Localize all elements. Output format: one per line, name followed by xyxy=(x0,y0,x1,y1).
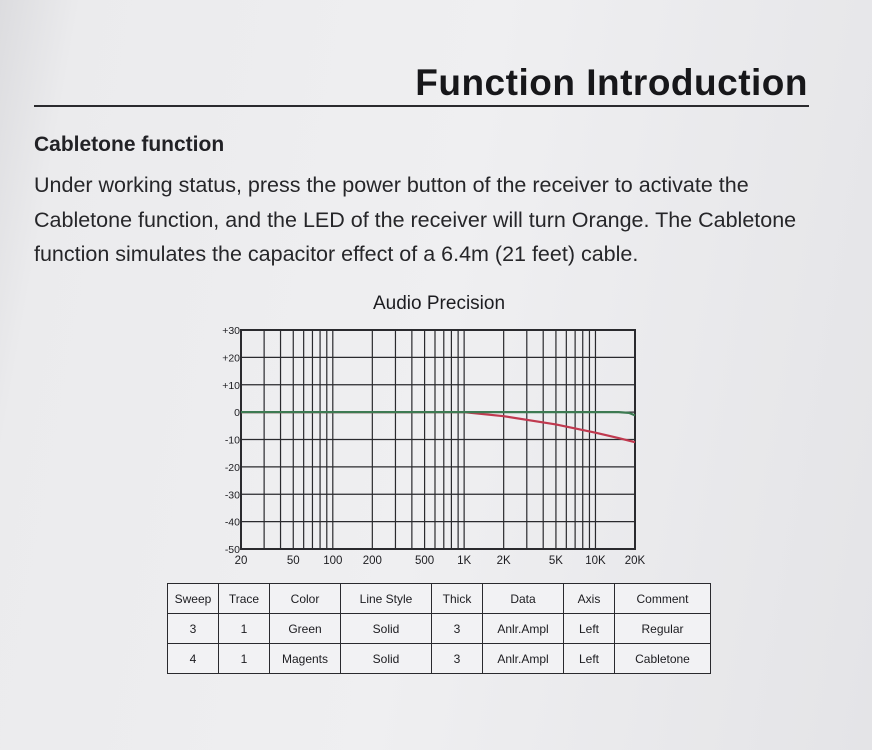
legend-header-cell: Sweep xyxy=(168,584,219,614)
legend-cell: Cabletone xyxy=(615,644,711,674)
section-heading: Cabletone function xyxy=(34,133,225,156)
x-tick-label: 50 xyxy=(286,555,300,567)
legend-cell: 3 xyxy=(168,614,219,644)
legend-cell: 4 xyxy=(168,644,219,674)
legend-header-cell: Axis xyxy=(564,584,615,614)
legend-table xyxy=(167,583,711,674)
x-tick-label: 5K xyxy=(548,555,563,567)
title-rule xyxy=(34,105,809,107)
legend-row-sweep-3 xyxy=(168,614,711,644)
legend-cell: Solid xyxy=(341,644,432,674)
x-tick-label: 1K xyxy=(457,555,472,567)
legend-cell: 1 xyxy=(219,644,270,674)
legend-header-cell: Color xyxy=(270,584,341,614)
y-tick-label: +30 xyxy=(222,325,240,337)
body-paragraph: Under working status, press the power button of the receiver to activate the Cabletone function, and the LED of the receiver will turn Orange. The Cabletone function simulates the capacitor effect of a 6.4m (21 feet) cable. xyxy=(34,173,797,266)
y-tick-label: -20 xyxy=(224,461,240,474)
x-tick-label: 100 xyxy=(323,555,343,567)
legend-header-cell: Data xyxy=(483,584,564,614)
x-tick-label: 500 xyxy=(415,555,435,567)
legend-cell: Anlr.Ampl xyxy=(483,644,564,674)
legend-cell: 1 xyxy=(219,614,270,644)
legend-cell: 3 xyxy=(432,614,483,644)
legend-header-cell: Line Style xyxy=(341,584,432,614)
x-tick-label: 20K xyxy=(624,555,646,567)
legend-cell: Magents xyxy=(270,644,341,674)
chart-title: Audio Precision xyxy=(373,293,506,314)
x-tick-label: 200 xyxy=(362,555,382,567)
page-title: Function Introduction xyxy=(415,62,808,103)
y-tick-label: -30 xyxy=(224,489,240,502)
x-tick-label: 2K xyxy=(496,555,511,567)
x-tick-label: 10K xyxy=(585,555,606,567)
legend-cell: Left xyxy=(564,614,615,644)
legend-header-cell: Comment xyxy=(615,584,711,614)
legend-header-cell: Trace xyxy=(219,584,270,614)
legend-cell: Green xyxy=(270,614,341,644)
y-tick-label: -40 xyxy=(224,516,240,529)
y-tick-label: -50 xyxy=(224,544,240,556)
legend-cell: Anlr.Ampl xyxy=(483,614,564,644)
series-line-green-regular xyxy=(241,412,635,415)
legend-header-cell: Thick xyxy=(432,584,483,614)
legend-cell: Left xyxy=(564,644,615,674)
legend-cell: 3 xyxy=(432,644,483,674)
frequency-response-chart xyxy=(200,320,650,570)
y-tick-label: 0 xyxy=(234,407,240,420)
y-tick-label: +20 xyxy=(222,352,240,365)
y-tick-label: -10 xyxy=(224,434,240,447)
legend-row-sweep-4 xyxy=(168,644,711,674)
legend-cell: Solid xyxy=(341,614,432,644)
y-tick-label: +10 xyxy=(222,379,240,392)
legend-header-row xyxy=(168,584,711,614)
x-tick-label: 20 xyxy=(234,555,248,567)
series-line-magenta-cabletone xyxy=(241,412,635,442)
legend-cell: Regular xyxy=(615,614,711,644)
